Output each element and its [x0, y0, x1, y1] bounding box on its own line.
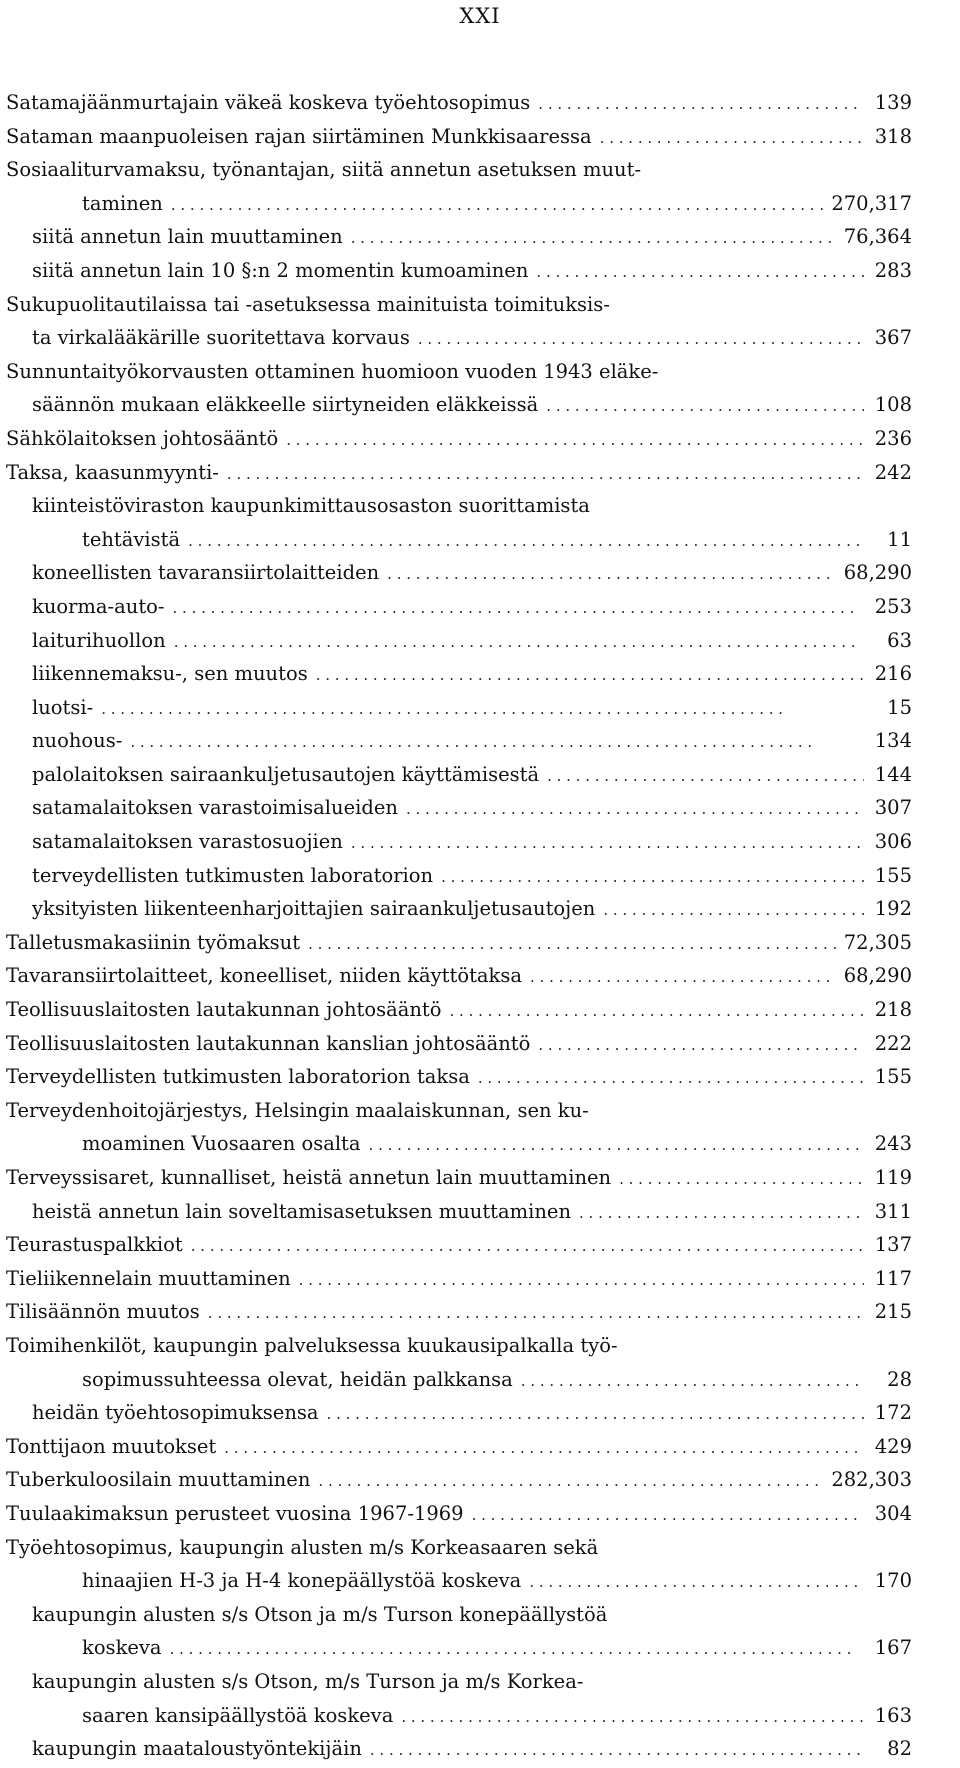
index-entry [6, 1094, 912, 1128]
dot-leader [547, 760, 864, 794]
dot-leader [316, 659, 864, 693]
index-entry-text: kiinteistöviraston kaupunkimittausosaston suorittamista [32, 494, 590, 518]
dot-leader [208, 1297, 864, 1331]
dot-leader [173, 592, 865, 626]
index-entry-page: 429 [874, 1434, 912, 1458]
dot-leader [530, 961, 836, 995]
dot-leader [450, 995, 864, 1029]
index-entry-page: 108 [874, 393, 912, 417]
index-entry-page: 306 [874, 830, 912, 854]
index-entry-page: 304 [874, 1501, 912, 1525]
dot-leader [478, 1062, 864, 1096]
dot-leader [441, 861, 864, 895]
index-entry-text: Tuberkuloosilain muuttaminen [6, 1468, 311, 1492]
index-entry [6, 1161, 912, 1195]
index-entry-page: 137 [874, 1233, 912, 1257]
index-entry [6, 691, 912, 725]
index-entry [6, 1430, 912, 1464]
index-entry-text: koskeva [82, 1636, 162, 1660]
index-entry-text: Sähkölaitoksen johtosääntö [6, 426, 279, 450]
index-entry [6, 220, 912, 254]
index-entry-text: Terveyssisaret, kunnalliset, heistä annetun lain muuttaminen [6, 1166, 612, 1189]
index-entry [6, 254, 912, 288]
index-entry-text: kaupungin alusten s/s Otson ja m/s Turson konepäällystöä [32, 1602, 608, 1626]
index-entry-text: Toimihenkilöt, kaupungin palveluksessa kuukausipalkalla työ- [6, 1333, 618, 1357]
index-entry-page: 170 [874, 1569, 912, 1593]
index-entry-page: 117 [874, 1266, 912, 1290]
dot-leader [327, 1398, 864, 1432]
index-entry-text: siitä annetun lain muuttaminen [32, 225, 343, 249]
index-entry [6, 489, 912, 523]
index-entry [6, 321, 912, 355]
index-entry-page: 222 [874, 1031, 912, 1055]
page-number: XXI [459, 4, 501, 28]
index-entry-text: Tonttijaon muutokset [6, 1434, 217, 1458]
dot-leader [227, 458, 864, 492]
index-entry-text: säännön mukaan eläkkeelle siirtyneiden eläkkeissä [32, 393, 539, 417]
index-entry-text: kaupungin maataloustyöntekijäin [32, 1737, 362, 1761]
index-entry-text: Teurastuspalkkiot [6, 1233, 183, 1257]
index-entry-text: heidän työehtosopimuksensa [32, 1401, 319, 1425]
dot-leader [529, 1566, 864, 1600]
index-entry [6, 1262, 912, 1296]
index-entry-text: moaminen Vuosaaren osalta [82, 1132, 361, 1156]
dot-leader [401, 1701, 864, 1735]
dot-leader [546, 390, 864, 424]
index-entry-page: 15 [887, 695, 912, 719]
index-entry [6, 1027, 912, 1061]
index-entry [6, 1329, 912, 1363]
index-entry-page: 311 [874, 1199, 912, 1223]
dot-leader [171, 189, 824, 223]
index-entry-page: 76,364 [843, 225, 912, 249]
dot-leader [600, 122, 864, 156]
index-entry-text: Terveydenhoitojärjestys, Helsingin maalaiskunnan, sen ku- [6, 1098, 589, 1122]
index-entry [6, 523, 912, 557]
index-entry-text: Sukupuolitautilaissa tai -asetuksessa mainituista toimituksis- [6, 292, 610, 316]
index-entry [6, 288, 912, 322]
dot-leader [351, 222, 836, 256]
index-entry-text: Tavaransiirtolaitteet, koneelliset, niiden käyttötaksa [6, 964, 523, 988]
index-entry-text: Terveydellisten tutkimusten laboratorion taksa [6, 1065, 470, 1089]
dot-leader [369, 1129, 864, 1163]
dot-leader [351, 827, 864, 861]
index-entry-text: laiturihuollon [32, 628, 166, 652]
index-entry-text: heistä annetun lain soveltamisasetuksen muuttaminen [32, 1199, 572, 1223]
index-entry-page: 68,290 [843, 964, 912, 988]
index-entry [6, 791, 912, 825]
index-entry-text: kuorma-auto- [32, 594, 165, 618]
dot-leader [406, 793, 864, 827]
index-entry [6, 1228, 912, 1262]
index-entry [6, 1127, 912, 1161]
index-entry-page: 283 [874, 258, 912, 282]
dot-leader [101, 693, 864, 727]
index-entry-page: 139 [874, 91, 912, 114]
index-entry-text: terveydellisten tutkimusten laboratorion [32, 863, 434, 887]
dot-leader [538, 88, 864, 122]
index-entry-page: 253 [874, 594, 912, 618]
index-entry-page: 11 [887, 527, 912, 551]
index-entry [6, 1564, 912, 1598]
index-entry [6, 758, 912, 792]
index-entry [6, 1497, 912, 1531]
index-entry [6, 1295, 912, 1329]
index-entry-text: Työehtosopimus, kaupungin alusten m/s Korkeasaaren sekä [6, 1535, 599, 1559]
index-entry-page: 367 [874, 326, 912, 350]
index-entry [6, 993, 912, 1027]
index-entry-page: 167 [874, 1636, 912, 1660]
dot-leader [538, 1029, 864, 1063]
index-entry-text: Talletusmakasiinin työmaksut [6, 930, 301, 954]
dot-leader [308, 928, 836, 962]
dot-leader [174, 626, 864, 660]
index-entry [6, 1363, 912, 1397]
index-entry-page: 236 [874, 426, 912, 450]
index-entry-text: liikennemaksu-, sen muutos [32, 662, 308, 686]
index-entry [6, 120, 912, 154]
index-entry [6, 1195, 912, 1229]
index-list [6, 86, 912, 1766]
index-entry [6, 892, 912, 926]
index-entry-page: 215 [874, 1300, 912, 1324]
index-entry [6, 187, 912, 221]
index-entry-text: siitä annetun lain 10 §:n 2 momentin kumoaminen [32, 258, 529, 282]
dot-leader [472, 1499, 864, 1533]
index-entry-page: 318 [874, 124, 912, 148]
index-entry [6, 624, 912, 658]
index-entry-page: 216 [874, 662, 912, 686]
dot-leader [286, 424, 864, 458]
index-entry-text: sopimussuhteessa olevat, heidän palkkansa [82, 1367, 513, 1391]
index-entry-page: 307 [874, 796, 912, 820]
index-entry [6, 1463, 912, 1497]
index-entry-page: 28 [887, 1367, 912, 1391]
index-entry [6, 1531, 912, 1565]
index-entry-page: 243 [874, 1132, 912, 1156]
index-entry-text: hinaajien H-3 ja H-4 konepäällystöä koskeva [82, 1569, 522, 1593]
index-entry-text: Teollisuuslaitosten lautakunnan johtosääntö [6, 998, 442, 1022]
index-entry [6, 1598, 912, 1632]
index-entry-text: satamalaitoksen varastosuojien [32, 830, 343, 854]
index-entry-page: 172 [874, 1401, 912, 1425]
index-entry [6, 153, 912, 187]
index-entry-page: 270,317 [831, 191, 912, 215]
index-entry-text: palolaitoksen sairaankuljetusautojen käyttämisestä [32, 762, 540, 786]
index-entry-page: 155 [874, 1065, 912, 1089]
index-entry-text: saaren kansipäällystöä koskeva [82, 1703, 394, 1727]
index-entry-page: 155 [874, 863, 912, 887]
index-entry [6, 1699, 912, 1733]
index-entry [6, 86, 912, 120]
index-entry [6, 859, 912, 893]
index-entry [6, 825, 912, 859]
dot-leader [387, 558, 836, 592]
dot-leader [130, 726, 864, 760]
index-entry-page: 72,305 [843, 930, 912, 954]
dot-leader [370, 1734, 864, 1768]
index-entry-text: nuohous- [32, 729, 123, 753]
dot-leader [619, 1163, 864, 1197]
index-entry-text: Sataman maanpuoleisen rajan siirtäminen Munkkisaaressa [6, 124, 592, 148]
index-entry-page: 144 [874, 762, 912, 786]
dot-leader [536, 256, 864, 290]
index-entry-text: luotsi- [32, 695, 94, 719]
index-entry [6, 590, 912, 624]
index-entry-page: 242 [874, 460, 912, 484]
index-entry-page: 282,303 [831, 1468, 912, 1492]
index-entry [6, 1060, 912, 1094]
index-entry-text: ta virkalääkärille suoritettava korvaus [32, 326, 410, 350]
index-entry-text: Satamajäänmurtajain väkeä koskeva työehtosopimus [6, 91, 531, 114]
index-entry-text: koneellisten tavaransiirtolaitteiden [32, 561, 380, 585]
index-entry [6, 422, 912, 456]
dot-leader [188, 525, 864, 559]
index-entry-page: 134 [874, 729, 912, 753]
index-entry-text: tehtävistä [82, 527, 181, 551]
dot-leader [603, 894, 864, 928]
dot-leader [418, 323, 864, 357]
index-entry-text: Sosiaaliturvamaksu, työnantajan, siitä annetun asetuksen muut- [6, 158, 642, 182]
index-entry [6, 1396, 912, 1430]
index-entry-page: 192 [874, 897, 912, 921]
index-entry [6, 657, 912, 691]
index-entry-text: Tuulaakimaksun perusteet vuosina 1967-1969 [6, 1501, 464, 1525]
dot-leader [579, 1197, 864, 1231]
dot-leader [191, 1230, 864, 1264]
dot-leader [170, 1633, 864, 1667]
index-entry [6, 1732, 912, 1766]
dot-leader [521, 1365, 864, 1399]
index-entry [6, 355, 912, 389]
dot-leader [224, 1432, 864, 1466]
index-entry-text: Taksa, kaasunmyynti- [6, 460, 219, 484]
index-entry-page: 63 [887, 628, 912, 652]
index-entry [6, 1631, 912, 1665]
dot-leader [318, 1465, 823, 1499]
index-entry-text: kaupungin alusten s/s Otson, m/s Turson ja m/s Korkea- [32, 1669, 584, 1693]
index-entry-text: yksityisten liikenteenharjoittajien sairaankuljetusautojen [32, 897, 596, 921]
index-entry-page: 218 [874, 998, 912, 1022]
index-entry-text: Teollisuuslaitosten lautakunnan kanslian johtosääntö [6, 1031, 531, 1055]
index-entry-page: 119 [874, 1166, 912, 1189]
index-entry [6, 724, 912, 758]
index-entry [6, 388, 912, 422]
index-entry-page: 68,290 [843, 561, 912, 585]
index-entry [6, 556, 912, 590]
index-entry [6, 959, 912, 993]
index-entry-page: 163 [874, 1703, 912, 1727]
index-entry-text: taminen [82, 191, 163, 215]
index-entry-page: 82 [887, 1737, 912, 1761]
index-entry [6, 1665, 912, 1699]
index-entry-text: Sunnuntaityökorvausten ottaminen huomioon vuoden 1943 eläke- [6, 359, 659, 383]
index-entry [6, 456, 912, 490]
index-entry [6, 926, 912, 960]
dot-leader [299, 1264, 864, 1298]
index-entry-text: Tieliikennelain muuttaminen [6, 1266, 291, 1290]
index-entry-text: Tilisäännön muutos [6, 1300, 200, 1324]
index-entry-text: satamalaitoksen varastoimisalueiden [32, 796, 398, 820]
